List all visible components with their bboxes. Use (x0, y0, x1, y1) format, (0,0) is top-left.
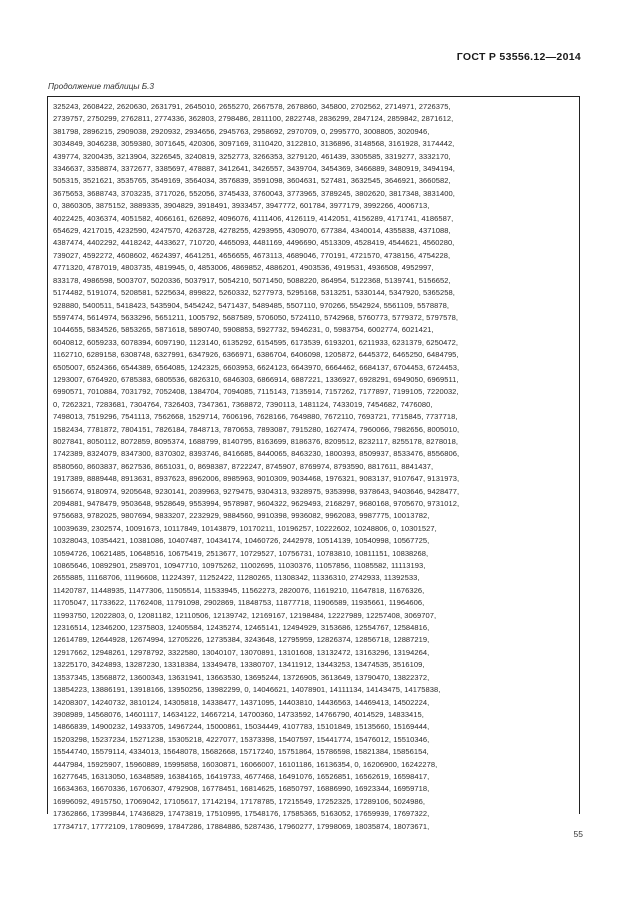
table-data-line: 15203298, 15237234, 15271238, 15305218, 4227077, 15373398, 15407597, 15441774, 15476012, 15510346, (53, 734, 430, 744)
table-data-line: 4771320, 4787019, 4803735, 4819945, 0, 4853006, 4869852, 4886201, 4903536, 4919531, 4936508, 4952997, (53, 263, 434, 273)
table-data-line: 5174482, 5191074, 5208581, 5225634, 899822, 5260332, 5277973, 5295168, 5313251, 5330144, 5347920, 5365258, (53, 288, 455, 298)
table-data-line: 1917389, 8889448, 8913631, 8937623, 8962006, 8985963, 9010309, 9034468, 1976321, 9083137, 9107647, 9131973, (53, 474, 460, 484)
table-data-line: 10328043, 10354421, 10381086, 10407487, 10434174, 10460726, 2442978, 10514139, 10540998, 10567725, (53, 536, 430, 546)
table-data-lines (48, 97, 579, 833)
table-data-line: 9756683, 9782025, 9807694, 9833207, 2232929, 9884560, 9910398, 9936082, 9962083, 9987775, 10013782, (53, 511, 430, 521)
table-data-line: 12614789, 12644928, 12674994, 12705226, 12735384, 3243648, 12795959, 12826374, 12856718, 12887219, (53, 635, 430, 645)
table-data-line: 2094881, 9478479, 9503648, 9528649, 9553994, 9578987, 9604322, 9629493, 2168297, 9680168, 9705670, 9731012, (53, 499, 460, 508)
table-data-line: 1162710, 6289158, 6308748, 6327991, 6347926, 6366971, 6386704, 6406098, 1205872, 6445372, 6465250, 6484795, (53, 350, 459, 360)
table-data-line: 16277645, 16313050, 16348589, 16384165, 16419733, 4677468, 16491076, 16526851, 16562619, 16598417, (53, 771, 430, 781)
table-data-line: 1582434, 7781872, 7804151, 7826184, 7848713, 7870653, 7893087, 7915280, 1627474, 7960066, 7982656, 8005010, (53, 424, 460, 434)
table-data-line: 11993750, 12022803, 0, 12081182, 12110506, 12139742, 12169167, 12198484, 12227989, 12257408, 3069707, (53, 610, 437, 620)
table-data-line: 12917662, 12948261, 12978792, 3322580, 13040107, 13070891, 13101608, 13132472, 13163296, 13194264, (53, 647, 430, 657)
table-data-line: 4447984, 15925907, 15960889, 15995858, 16030871, 16066007, 16101186, 16136354, 0, 16206900, 16242278, (53, 759, 438, 769)
table-data-line: 14866839, 14900232, 14933705, 14967244, 15000861, 15034449, 4107783, 15101849, 15135660, 15169444, (53, 722, 430, 732)
table-data-line: 4022425, 4036374, 4051582, 4066161, 626892, 4096076, 4111406, 4126119, 4142051, 4156289, 4171741, 4186587, (53, 213, 454, 223)
table-data-line: 1742389, 8324079, 8347300, 8370302, 8393746, 8416685, 8440065, 8463230, 1800393, 8509937, 8533476, 8556806, (53, 449, 460, 459)
table-data-line: 4387474, 4402292, 4418242, 4433627, 710720, 4465093, 4481169, 4496690, 4513309, 4528419, 4544621, 4560280, (53, 238, 455, 248)
table-data-line: 16634363, 16670336, 16706307, 4792908, 16778451, 16814625, 16850797, 16886990, 16923344, 16959718, (53, 784, 430, 794)
table-data-line: 10865646, 10892901, 2589701, 10947710, 10975262, 11002695, 11030376, 11057856, 11085582, 11113193, (53, 561, 426, 571)
table-data-line: 505315, 3521621, 3535765, 3549169, 3564034, 3576839, 3591098, 3604631, 527481, 3632545, 3646921, 3660582, (53, 176, 451, 186)
table-continuation-caption: Продолжение таблицы Б.3 (48, 81, 155, 91)
table-data-line: 17734717, 17772109, 17809699, 17847286, 17884886, 5287436, 17960277, 17998069, 18035874, 18073671, (53, 821, 430, 831)
table-data-line: 6505007, 6524366, 6544389, 6564085, 1242325, 6603953, 6624123, 6643970, 6664462, 6684137, 6704453, 6724453, (53, 362, 460, 372)
document-standard-title: ГОСТ Р 53556.12—2014 (456, 51, 581, 63)
table-data-line: 11705047, 11733622, 11762408, 11791098, 2902869, 11848753, 11877718, 11906589, 11935661, 11964606, (53, 598, 425, 608)
table-data-line: 6990571, 7010884, 7031792, 7052408, 1384704, 7094085, 7115143, 7135914, 7157262, 7177897, 7199105, 7220032, (53, 387, 459, 397)
table-b3-data-box (47, 96, 580, 831)
table-data-line: 928880, 5400511, 5418423, 5435904, 5454242, 5471437, 5489485, 5507110, 970266, 5542924, 5561109, 5578878, (53, 300, 449, 310)
table-data-line: 10594726, 10621485, 10648516, 10675419, 2513677, 10729527, 10756731, 10783810, 10811151, 10838268, (53, 548, 429, 558)
table-data-line: 6040812, 6059233, 6078394, 6097190, 1123140, 6135292, 6154595, 6173539, 6193201, 6211933, 6231379, 6250472, (53, 337, 459, 347)
table-data-line: 0, 3860305, 3875152, 3889335, 3904829, 3918491, 3933457, 3947772, 601784, 3977179, 3992266, 4006713, (53, 201, 430, 211)
table-data-line: 13537345, 13568872, 13600343, 13631941, 13663530, 13695244, 13726905, 3613649, 13790470, 13822372, (53, 672, 430, 682)
table-data-line: 12316514, 12346200, 12375803, 12405584, 12435274, 12465141, 12494929, 3153686, 12554767, 12584816, (53, 623, 430, 633)
table-data-line: 13225170, 3424893, 13287230, 13318384, 13349478, 13380707, 13411912, 13443253, 13474535, 3516109, (53, 660, 425, 670)
table-data-line: 13854223, 13886191, 13918166, 13950256, 13982299, 0, 14046621, 14078901, 14111134, 14143475, 14175838, (53, 685, 441, 695)
table-data-line: 439774, 3200435, 3213904, 3226545, 3240819, 3252773, 3266353, 3279120, 461439, 3305585, 3319277, 3332170, (53, 151, 451, 161)
table-data-line: 833178, 4986598, 5003707, 5020336, 5037917, 5054210, 5071450, 5088220, 864954, 5122368, 5139741, 5156652, (53, 275, 451, 285)
table-data-line: 1293007, 6764920, 6785383, 6805536, 6826310, 6846303, 6866914, 6887221, 1336927, 6928291, 6949050, 6969511, (53, 374, 459, 384)
table-data-line: 3034849, 3046238, 3059380, 3071645, 420306, 3097169, 3110420, 3122810, 3136896, 3148568, 3161928, 3174442, (53, 139, 455, 149)
page-number: 55 (573, 829, 583, 839)
table-data-line: 11420787, 11448935, 11477306, 11505514, 11533945, 11562273, 2820076, 11619210, 11647818, 11676326, (53, 585, 425, 595)
table-data-line: 0, 7262321, 7283681, 7304764, 7326403, 7347361, 7368872, 7390113, 1481124, 7433019, 7454682, 7476080, (53, 399, 433, 409)
table-data-line: 325243, 2608422, 2620630, 2631791, 2645010, 2655270, 2667578, 2678860, 345800, 2702562, 2714971, 2726375, (53, 102, 451, 111)
table-data-line: 16996092, 4915750, 17069042, 17105617, 17142194, 17178785, 17215549, 17252325, 17289106, 5024986, (53, 796, 426, 806)
table-data-line: 14208307, 14240732, 3810124, 14305818, 14338477, 14371095, 14403810, 14436563, 14469413, 14502224, (53, 697, 430, 707)
table-data-line: 654629, 4217015, 4232590, 4247570, 4263728, 4278255, 4293955, 4309070, 677384, 4340014, 4355838, 4371088, (53, 226, 451, 236)
table-data-line: 3346637, 3358874, 3372677, 3385697, 478887, 3412641, 3426557, 3439704, 3454369, 3466889, 3480919, 3494194, (53, 164, 455, 174)
table-data-line: 8027841, 8050112, 8072859, 8095374, 1688799, 8140795, 8163699, 8186376, 8209512, 8232117, 8255178, 8278018, (53, 436, 459, 446)
table-data-line: 381798, 2896215, 2909038, 2920932, 2934656, 2945763, 2958692, 2970709, 0, 2995770, 3008805, 3020946, (53, 126, 430, 136)
table-data-line: 3675653, 3688743, 3703235, 3717026, 552056, 3745433, 3760043, 3773965, 3789245, 3802620, 3817348, 3831400, (53, 188, 455, 198)
table-data-line: 739027, 4592272, 4608602, 4624397, 4641251, 4656655, 4673113, 4689046, 770191, 4721570, 4738156, 4754228, (53, 250, 451, 260)
table-data-line: 2739757, 2750299, 2762811, 2774336, 362803, 2798486, 2811100, 2822748, 2836299, 2847124, 2859842, 2871612, (53, 114, 454, 124)
table-data-line: 1044655, 5834526, 5853265, 5871618, 5890740, 5908853, 5927732, 5946231, 0, 5983754, 6002774, 6021421, (53, 325, 434, 335)
table-data-line: 7498013, 7519296, 7541113, 7562668, 1529714, 7606196, 7628166, 7649880, 7672110, 7693721, 7715845, 7737718, (53, 412, 458, 422)
table-data-line: 3908989, 14568076, 14601117, 14634122, 14667214, 14700360, 14733592, 14766790, 4014529, 14833415, (53, 709, 424, 719)
table-data-line: 9156674, 9180974, 9205648, 9230141, 2039963, 9279475, 9304313, 9328975, 9353998, 9378643, 9403646, 9428477, (53, 486, 460, 496)
table-data-line: 15544740, 15579114, 4334013, 15648078, 15682668, 15717240, 15751864, 15786598, 15821384, 15856154, (53, 747, 429, 757)
table-data-line: 5597474, 5614974, 5633296, 5651211, 1005792, 5687589, 5706050, 5724110, 5742968, 5760773, 5779372, 5797578, (53, 312, 459, 322)
table-data-line: 10039639, 2302574, 10091673, 10117849, 10143879, 10170211, 10196257, 10222602, 10248806, 0, 10301527, (53, 523, 437, 533)
table-data-line: 8580560, 8603837, 8627536, 8651031, 0, 8698387, 8722247, 8745907, 8769974, 8793590, 8817611, 8841437, (53, 461, 434, 471)
table-data-line: 2655885, 11168706, 11196608, 11224397, 11252422, 11280265, 11308342, 11336310, 2742933, 11392533, (53, 573, 420, 583)
table-data-line: 17362866, 17399844, 17436829, 17473819, 17510995, 17548176, 17585365, 5163052, 17659939, 17697322, (53, 809, 430, 819)
